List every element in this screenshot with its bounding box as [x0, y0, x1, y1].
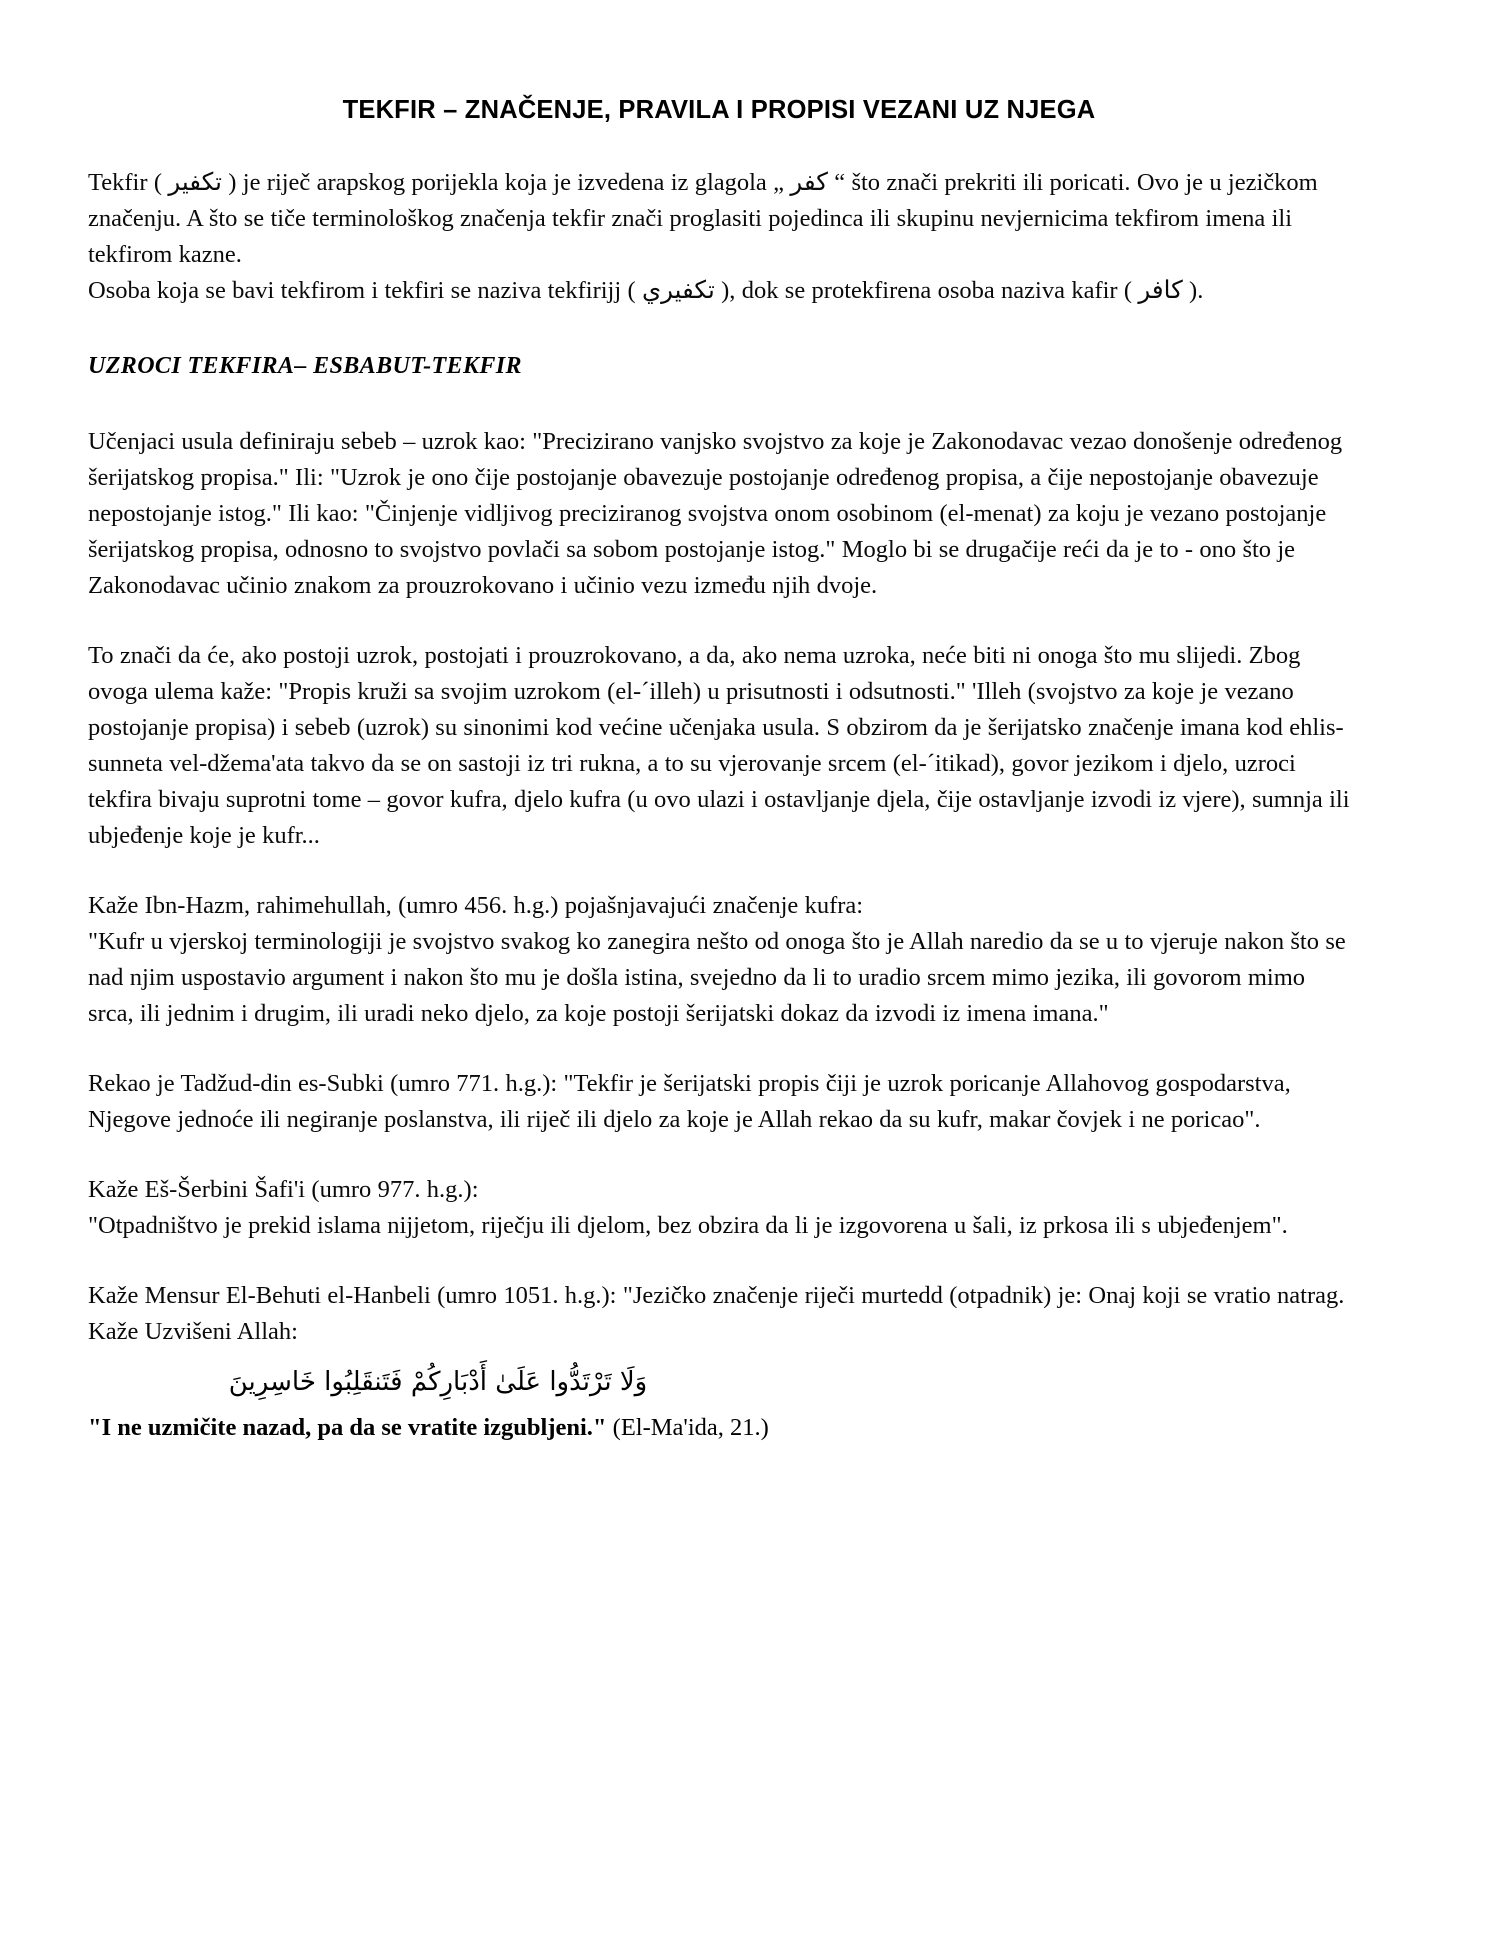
- paragraph-spacer: [88, 858, 1350, 888]
- ayah-reference: (El-Ma'ida, 21.): [612, 1414, 769, 1442]
- quran-ayah-arabic: وَلَا تَرْتَدُّوا عَلَىٰ أَدْبَارِكُمْ فَتَنقَلِبُوا خَاسِرِينَ: [228, 1367, 648, 1397]
- es-serbini-quote: "Otpadništvo je prekid islama nijjetom, riječju ili djelom, bez obzira da li je izgovorena u šali, iz prkosa ili s ubjeđenjem".: [88, 1212, 1288, 1239]
- intro-paragraph-2: Osoba koja se bavi tekfirom i tekfiri se naziva tekfirijj ( تكفيري ), dok se protekfirena osoba naziva kafir ( كافر ).: [88, 277, 1204, 304]
- el-behuti-quote: Kaže Mensur El-Behuti el-Hanbeli (umro 1051. h.g.): "Jezičko značenje riječi murtedd (otpadnik) je: Onaj koji se vratio natrag. Kaže Uzvišeni Allah:: [88, 1282, 1345, 1345]
- paragraph-spacer: [88, 1036, 1350, 1066]
- paragraph-spacer: [88, 1248, 1350, 1278]
- es-subki-quote: Rekao je Tadžud-din es-Subki (umro 771. h.g.): "Tekfir je šerijatski propis čiji je uzrok poricanje Allahovog gospodarstva, Njegove jednoće ili negiranje poslanstva, ili riječ ili djelo za koje je Allah rekao da su kufr, makar čovjek i ne poricao".: [88, 1070, 1291, 1133]
- page-title: TEKFIR – ZNAČENJE, PRAVILA I PROPISI VEZANI UZ NJEGA: [342, 96, 1096, 124]
- intro-paragraph-1: Tekfir ( تكفير ) je riječ arapskog porijekla koja je izvedena iz glagola „ كفر “ što znači prekriti ili poricati. Ovo je u jezičkom značenju. A što se tiče terminološkog značenja tekfir znači proglasiti pojedinca ili skupinu nevjernicima tekfirom imena ili tekfirom kazne.: [88, 169, 1318, 268]
- ibn-hazm-attribution: Kaže Ibn-Hazm, rahimehullah, (umro 456. h.g.) pojašnjavajući značenje kufra:: [88, 892, 864, 919]
- ibn-hazm-quote: "Kufr u vjerskoj terminologiji je svojstvo svakog ko zanegira nešto od onoga što je Allah naredio da se u to vjeruje nakon što se nad njim uspostavio argument i nakon što mu je došla istina, svejedno da li to uradio srcem mimo jezika, ili govorom mimo srca, ili jednim i drugim, ili uradi neko djelo, za koje postoji šerijatski dokaz da izvodi iz imena imana.": [88, 928, 1346, 1027]
- body-paragraph-uzrok-prouzrokovano: To znači da će, ako postoji uzrok, postojati i prouzrokovano, a da, ako nema uzroka, neće biti ni onoga što mu slijedi. Zbog ovoga ulema kaže: "Propis kruži sa svojim uzrokom (el-´illeh) u prisutnosti i odsutnosti." 'Illeh (svojstvo za koje je vezano postojanje propisa) i sebeb (uzrok) su sinonimi kod većine učenjaka usula. S obzirom da je šerijatsko značenje imana kod ehlis-sunneta vel-džema'ata takvo da se on sastoji iz tri rukna, a to su vjerovanje srcem (el-´itikad), govor jezikom i djelo, uzroci tekfira bivaju suprotni tome – govor kufra, djelo kufra (u ovo ulazi i ostavljanje djela, čije ostavljanje izvodi iz vjere), sumnja ili ubjeđenje koje je kufr...: [88, 642, 1350, 849]
- ayah-translation-bold: "I ne uzmičite nazad, pa da se vratite izgubljeni.": [88, 1414, 607, 1442]
- section-heading-uzroci-tekfira: UZROCI TEKFIRA– ESBABUT-TEKFIR: [88, 353, 522, 379]
- body-paragraph-definition-sebeb: Učenjaci usula definiraju sebeb – uzrok kao: "Precizirano vanjsko svojstvo za koje je Zakonodavac vezao donošenje određenog šerijatskog propisa." Ili: "Uzrok je ono čije postojanje obavezuje postojanje određenog propisa, a čije nepostojanje obavezuje nepostojanje istog." Ili kao: "Činjenje vidljivog preciziranog svojstva onom osobinom (el-menat) za koju je vezano postojanje šerijatskog propisa, odnosno to svojstvo povlači sa sobom postojanje istog." Moglo bi se drugačije reći da je to - ono što je Zakonodavac učinio znakom za prouzrokovano i učinio vezu između njih dvoje.: [88, 428, 1343, 599]
- ayah-translation-line: [88, 1410, 1350, 1446]
- paragraph-spacer: [88, 608, 1350, 638]
- es-serbini-attribution: Kaže Eš-Šerbini Šafi'i (umro 977. h.g.):: [88, 1176, 479, 1203]
- paragraph-spacer: [88, 1142, 1350, 1172]
